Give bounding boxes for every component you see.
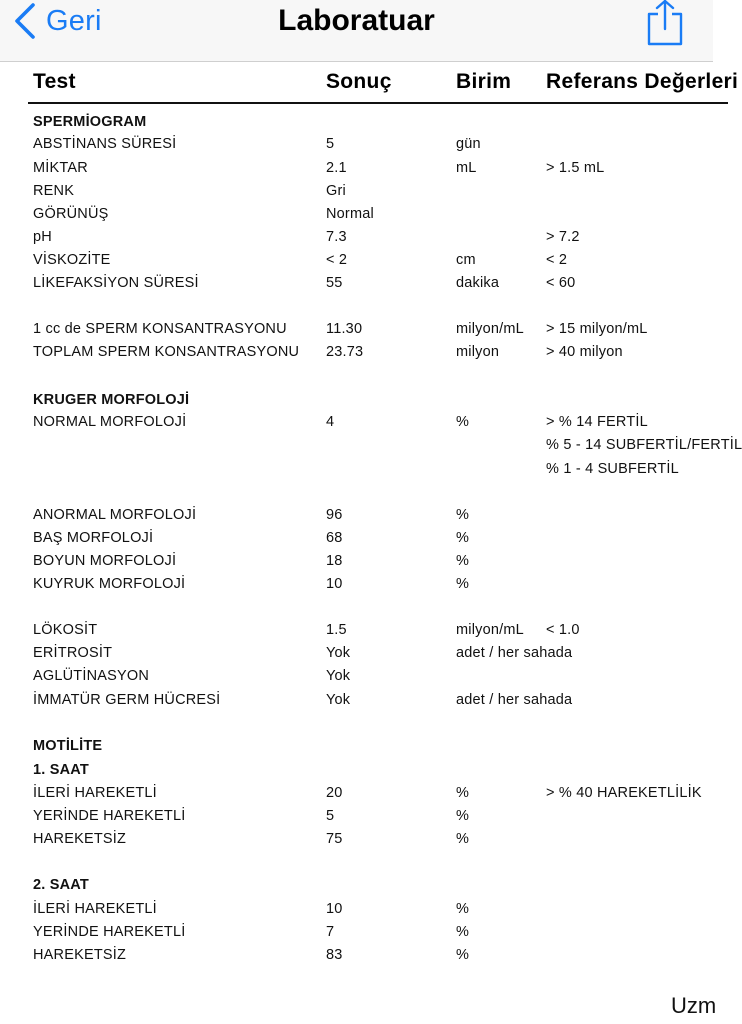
test-name-cell: HAREKETSİZ [33,947,127,963]
table-row [0,319,713,339]
test-name-cell: NORMAL MORFOLOJİ [33,414,187,430]
page-title: Laboratuar [278,4,435,37]
section-title-text: 1. SAAT [33,762,89,778]
unit-cell: gün [456,136,481,152]
share-icon [644,0,686,46]
result-cell: Gri [326,183,346,199]
header-reference: Referans Değerleri [546,70,739,93]
navigation-bar [0,0,713,62]
test-name-cell: LÖKOSİT [33,622,98,638]
test-name-cell: İMMATÜR GERM HÜCRESİ [33,692,221,708]
table-row [0,250,713,270]
unit-cell: % [456,576,470,592]
result-cell: Yok [326,668,351,684]
table-row [0,459,713,479]
result-cell: 11.30 [326,321,363,337]
back-label: Geri [46,4,102,37]
unit-cell: adet / her sahada [456,692,573,708]
lab-report [0,62,742,1024]
test-name-cell: GÖRÜNÜŞ [33,206,109,222]
test-name-cell: KUYRUK MORFOLOJİ [33,576,186,592]
table-row [0,227,713,247]
reference-cell: > 1.5 mL [546,160,605,176]
unit-cell: mL [456,160,477,176]
table-row [0,643,713,663]
result-cell: 5 [326,808,335,824]
reference-cell: > % 14 FERTİL [546,414,648,430]
result-cell: 2.1 [326,160,347,176]
result-cell: 68 [326,530,343,546]
table-row [0,273,713,293]
result-cell: Normal [326,206,374,222]
result-cell: 4 [326,414,335,430]
table-row [0,666,713,686]
test-name-cell: HAREKETSİZ [33,831,127,847]
test-name-cell: TOPLAM SPERM KONSANTRASYONU [33,344,300,360]
table-row [0,342,713,362]
section-title [0,390,713,410]
test-name-cell: BOYUN MORFOLOJİ [33,553,177,569]
test-name-cell: YERİNDE HAREKETLİ [33,808,186,824]
table-row [0,574,713,594]
test-name-cell: 1 cc de SPERM KONSANTRASYONU [33,321,287,337]
table-row [0,945,713,965]
table-row [0,204,713,224]
section-title [0,112,713,132]
unit-cell: % [456,831,470,847]
unit-cell: % [456,507,470,523]
header-divider [28,102,728,104]
test-name-cell: AGLÜTİNASYON [33,668,150,684]
reference-cell: % 5 - 14 SUBFERTİL/FERTİL [546,437,742,453]
test-name-cell: BAŞ MORFOLOJİ [33,530,154,546]
unit-cell: % [456,924,470,940]
unit-cell: milyon/mL [456,622,524,638]
table-row [0,806,713,826]
reference-cell: > 7.2 [546,229,580,245]
result-cell: Yok [326,645,351,661]
test-name-cell: LİKEFAKSİYON SÜRESİ [33,275,199,291]
unit-cell: milyon/mL [456,321,524,337]
unit-cell: cm [456,252,476,268]
test-name-cell: ABSTİNANS SÜRESİ [33,136,177,152]
reference-cell: % 1 - 4 SUBFERTİL [546,461,679,477]
test-name-cell: ANORMAL MORFOLOJİ [33,507,197,523]
section-title [0,760,713,780]
table-row [0,435,742,455]
table-row [0,412,713,432]
table-header [0,62,739,104]
result-cell: 23.73 [326,344,364,360]
test-name-cell: pH [33,229,52,245]
unit-cell: % [456,808,470,824]
result-cell: 10 [326,901,343,917]
result-cell: 75 [326,831,343,847]
table-row [0,134,713,154]
unit-cell: % [456,947,470,963]
table-row [0,829,713,849]
unit-cell: % [456,414,470,430]
test-name-cell: MİKTAR [33,160,88,176]
section-title-text: MOTİLİTE [33,738,103,754]
unit-cell: milyon [456,344,500,360]
section-title [0,736,713,756]
unit-cell: dakika [456,275,500,291]
reference-cell: < 2 [546,252,568,268]
test-name-cell: RENK [33,183,75,199]
result-cell: 55 [326,275,343,291]
table-row [0,551,713,571]
test-name-cell: VİSKOZİTE [33,252,111,268]
test-name-cell: YERİNDE HAREKETLİ [33,924,186,940]
header-unit: Birim [456,70,512,93]
header-test: Test [33,70,76,93]
result-cell: Yok [326,692,351,708]
table-row [0,528,713,548]
unit-cell: % [456,553,470,569]
section-title-text: SPERMİOGRAM [33,114,147,130]
test-name-cell: ERİTROSİT [33,645,113,661]
unit-cell: % [456,530,470,546]
result-cell: < 2 [326,252,348,268]
unit-cell: % [456,901,470,917]
reference-cell: < 1.0 [546,622,580,638]
test-name-cell: İLERİ HAREKETLİ [33,901,157,917]
section-title-text: 2. SAAT [33,877,89,893]
table-row [0,690,713,710]
result-cell: 20 [326,785,343,801]
table-row [0,899,713,919]
result-cell: 96 [326,507,343,523]
reference-cell: > 40 milyon [546,344,623,360]
result-cell: 7.3 [326,229,347,245]
test-name-cell: İLERİ HAREKETLİ [33,785,157,801]
table-row [0,181,713,201]
header-result: Sonuç [326,70,392,93]
result-cell: 1.5 [326,622,347,638]
section-title [0,875,713,895]
result-cell: 18 [326,553,343,569]
reference-cell: > 15 milyon/mL [546,321,648,337]
reference-cell: > % 40 HAREKETLİLİK [546,785,702,801]
result-cell: 83 [326,947,343,963]
result-cell: 10 [326,576,343,592]
footer-text: Uzm [671,993,717,1018]
table-row [0,505,713,525]
section-title-text: KRUGER MORFOLOJİ [33,392,190,408]
table-row [0,158,713,178]
unit-cell: adet / her sahada [456,645,573,661]
reference-cell: < 60 [546,275,576,291]
table-row [0,922,713,942]
result-cell: 5 [326,136,335,152]
result-cell: 7 [326,924,335,940]
table-row [0,783,713,803]
table-row [0,620,713,640]
unit-cell: % [456,785,470,801]
share-button[interactable] [644,0,686,51]
